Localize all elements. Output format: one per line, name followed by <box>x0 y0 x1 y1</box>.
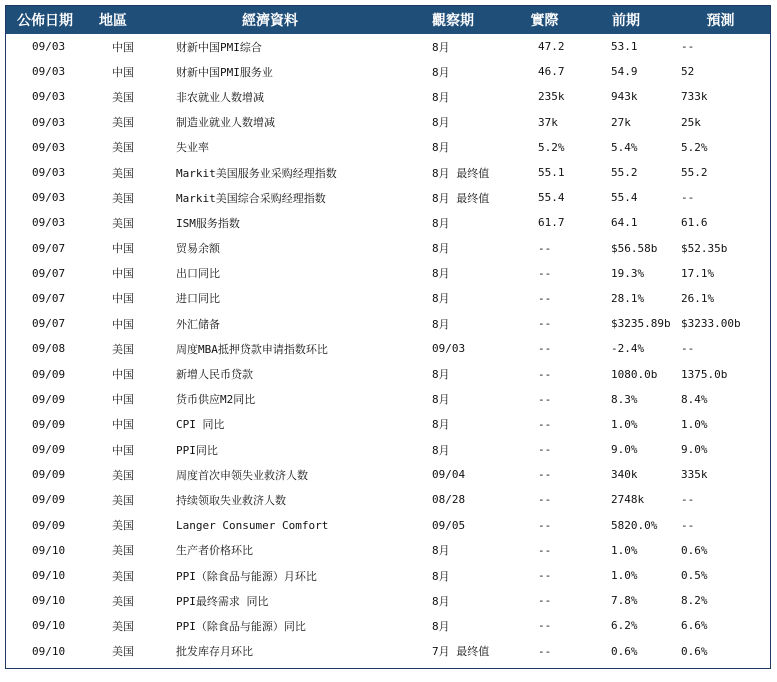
cell-forecast: 335k <box>681 468 708 482</box>
table-row <box>6 135 770 160</box>
table-row <box>6 563 770 588</box>
cell-actual: -- <box>538 619 552 633</box>
header-actual: 實際 <box>508 6 581 34</box>
cell-region: 中国 <box>112 292 134 306</box>
cell-release-date: 09/09 <box>32 493 66 507</box>
cell-forecast: 8.4% <box>681 392 708 406</box>
cell-observation-period: 8月 <box>432 569 450 583</box>
cell-actual: 55.4 <box>538 191 565 205</box>
cell-economic-data: 财新中国PMI服务业 <box>176 65 273 79</box>
table-row <box>6 639 770 664</box>
cell-previous: 7.8% <box>611 594 638 608</box>
cell-release-date: 09/09 <box>32 518 66 532</box>
cell-actual: -- <box>538 241 552 255</box>
cell-actual: -- <box>538 342 552 356</box>
cell-actual: -- <box>538 392 552 406</box>
table-row <box>6 613 770 638</box>
cell-region: 美国 <box>112 90 134 104</box>
cell-forecast: 6.6% <box>681 619 708 633</box>
cell-forecast: 8.2% <box>681 594 708 608</box>
cell-economic-data: 失业率 <box>176 141 209 155</box>
cell-release-date: 09/09 <box>32 417 66 431</box>
cell-economic-data: 外汇储备 <box>176 317 220 331</box>
table-row <box>6 437 770 462</box>
cell-economic-data: 财新中国PMI综合 <box>176 40 262 54</box>
cell-region: 中国 <box>112 317 134 331</box>
cell-actual: -- <box>538 468 552 482</box>
cell-release-date: 09/07 <box>32 241 66 255</box>
cell-observation-period: 09/04 <box>432 468 466 482</box>
table-row <box>6 462 770 487</box>
cell-region: 中国 <box>112 418 134 432</box>
cell-observation-period: 8月 <box>432 40 450 54</box>
header-forecast: 預測 <box>671 6 770 34</box>
cell-previous: $56.58b <box>611 241 658 255</box>
cell-previous: 55.2 <box>611 166 638 180</box>
cell-actual: -- <box>538 367 552 381</box>
cell-previous: 28.1% <box>611 291 645 305</box>
table-row <box>6 110 770 135</box>
cell-observation-period: 8月 <box>432 292 450 306</box>
cell-actual: -- <box>538 493 552 507</box>
header-previous: 前期 <box>581 6 671 34</box>
cell-previous: 27k <box>611 115 631 129</box>
table-header-row <box>6 6 770 34</box>
cell-forecast: 0.6% <box>681 543 708 557</box>
cell-observation-period: 8月 <box>432 368 450 382</box>
cell-observation-period: 8月 <box>432 267 450 281</box>
economic-calendar-table <box>6 6 770 664</box>
cell-region: 美国 <box>112 116 134 130</box>
cell-actual: 61.7 <box>538 216 565 230</box>
cell-previous: 0.6% <box>611 644 638 658</box>
cell-economic-data: Markit美国综合采购经理指数 <box>176 191 326 205</box>
cell-economic-data: PPI同比 <box>176 443 218 457</box>
cell-release-date: 09/03 <box>32 65 66 79</box>
cell-economic-data: 出口同比 <box>176 267 220 281</box>
cell-release-date: 09/03 <box>32 166 66 180</box>
cell-previous: 54.9 <box>611 65 638 79</box>
cell-observation-period: 08/28 <box>432 493 466 507</box>
cell-previous: 5820.0% <box>611 518 658 532</box>
cell-region: 中国 <box>112 368 134 382</box>
cell-region: 中国 <box>112 40 134 54</box>
cell-economic-data: 贸易余额 <box>176 242 220 256</box>
cell-region: 中国 <box>112 65 134 79</box>
cell-observation-period: 8月 <box>432 216 450 230</box>
cell-release-date: 09/03 <box>32 40 66 54</box>
cell-economic-data: 制造业就业人数增减 <box>176 116 275 130</box>
cell-forecast: 5.2% <box>681 140 708 154</box>
cell-observation-period: 8月 <box>432 317 450 331</box>
cell-actual: 46.7 <box>538 65 565 79</box>
economic-calendar-table-frame <box>5 5 771 669</box>
header-economic-data: 經濟資料 <box>142 6 398 34</box>
cell-observation-period: 09/03 <box>432 342 466 356</box>
cell-economic-data: PPI（除食品与能源）月环比 <box>176 569 317 583</box>
cell-observation-period: 8月 <box>432 393 450 407</box>
cell-actual: -- <box>538 417 552 431</box>
cell-previous: 64.1 <box>611 216 638 230</box>
cell-release-date: 09/07 <box>32 291 66 305</box>
cell-observation-period: 8月 <box>432 619 450 633</box>
cell-actual: -- <box>538 569 552 583</box>
cell-previous: 5.4% <box>611 140 638 154</box>
cell-observation-period: 8月 <box>432 443 450 457</box>
cell-observation-period: 8月 最终值 <box>432 191 490 205</box>
table-row <box>6 387 770 412</box>
table-row <box>6 210 770 235</box>
cell-release-date: 09/03 <box>32 140 66 154</box>
cell-previous: 943k <box>611 90 638 104</box>
cell-previous: 19.3% <box>611 266 645 280</box>
cell-release-date: 09/09 <box>32 392 66 406</box>
cell-actual: -- <box>538 644 552 658</box>
cell-forecast: 26.1% <box>681 291 715 305</box>
cell-release-date: 09/10 <box>32 543 66 557</box>
cell-region: 美国 <box>112 544 134 558</box>
cell-release-date: 09/07 <box>32 317 66 331</box>
cell-economic-data: 批发库存月环比 <box>176 645 253 659</box>
cell-previous: 2748k <box>611 493 645 507</box>
cell-region: 美国 <box>112 468 134 482</box>
cell-previous: 1.0% <box>611 569 638 583</box>
table-row <box>6 84 770 109</box>
cell-release-date: 09/10 <box>32 569 66 583</box>
cell-region: 美国 <box>112 645 134 659</box>
cell-forecast: 61.6 <box>681 216 708 230</box>
cell-release-date: 09/03 <box>32 90 66 104</box>
cell-observation-period: 09/05 <box>432 518 466 532</box>
cell-forecast: -- <box>681 342 695 356</box>
cell-observation-period: 8月 <box>432 594 450 608</box>
cell-release-date: 09/10 <box>32 619 66 633</box>
cell-forecast: -- <box>681 40 695 54</box>
cell-observation-period: 8月 <box>432 65 450 79</box>
cell-region: 美国 <box>112 594 134 608</box>
cell-region: 美国 <box>112 619 134 633</box>
table-row <box>6 588 770 613</box>
cell-economic-data: 生产者价格环比 <box>176 544 253 558</box>
cell-region: 美国 <box>112 493 134 507</box>
cell-previous: 55.4 <box>611 191 638 205</box>
cell-region: 美国 <box>112 166 134 180</box>
cell-release-date: 09/10 <box>32 644 66 658</box>
cell-forecast: 0.5% <box>681 569 708 583</box>
cell-region: 美国 <box>112 216 134 230</box>
cell-region: 美国 <box>112 519 134 533</box>
cell-forecast: 733k <box>681 90 708 104</box>
table-row <box>6 513 770 538</box>
cell-economic-data: Langer Consumer Comfort <box>176 518 329 532</box>
cell-actual: -- <box>538 291 552 305</box>
header-observation-period: 觀察期 <box>398 6 508 34</box>
cell-economic-data: 非农就业人数增减 <box>176 90 264 104</box>
cell-economic-data: 新增人民币贷款 <box>176 368 253 382</box>
cell-previous: 340k <box>611 468 638 482</box>
table-row <box>6 160 770 185</box>
table-row <box>6 361 770 386</box>
cell-actual: 47.2 <box>538 40 565 54</box>
table-body <box>6 34 770 664</box>
cell-forecast: -- <box>681 518 695 532</box>
cell-forecast: 25k <box>681 115 701 129</box>
table-row <box>6 487 770 512</box>
cell-release-date: 09/03 <box>32 191 66 205</box>
cell-economic-data: 货币供应M2同比 <box>176 393 256 407</box>
table-row <box>6 59 770 84</box>
cell-economic-data: Markit美国服务业采购经理指数 <box>176 166 337 180</box>
cell-previous: 53.1 <box>611 40 638 54</box>
cell-actual: 5.2% <box>538 140 565 154</box>
cell-release-date: 09/09 <box>32 367 66 381</box>
cell-release-date: 09/03 <box>32 115 66 129</box>
cell-forecast: 1.0% <box>681 417 708 431</box>
cell-release-date: 09/09 <box>32 468 66 482</box>
cell-forecast: $52.35b <box>681 241 728 255</box>
cell-previous: 1080.0b <box>611 367 658 381</box>
cell-economic-data: CPI 同比 <box>176 418 225 432</box>
cell-previous: 8.3% <box>611 392 638 406</box>
cell-region: 中国 <box>112 267 134 281</box>
cell-forecast: -- <box>681 493 695 507</box>
cell-observation-period: 8月 <box>432 544 450 558</box>
cell-actual: -- <box>538 594 552 608</box>
table-row <box>6 236 770 261</box>
cell-region: 中国 <box>112 393 134 407</box>
cell-forecast: $3233.00b <box>681 317 741 331</box>
cell-observation-period: 8月 <box>432 242 450 256</box>
cell-economic-data: 持续领取失业救济人数 <box>176 493 286 507</box>
table-row <box>6 412 770 437</box>
cell-observation-period: 7月 最终值 <box>432 645 490 659</box>
cell-actual: -- <box>538 266 552 280</box>
cell-economic-data: 周度MBA抵押贷款申请指数环比 <box>176 342 328 356</box>
cell-forecast: 9.0% <box>681 443 708 457</box>
cell-release-date: 09/08 <box>32 342 66 356</box>
cell-actual: 55.1 <box>538 166 565 180</box>
cell-forecast: -- <box>681 191 695 205</box>
cell-forecast: 17.1% <box>681 266 715 280</box>
cell-region: 美国 <box>112 191 134 205</box>
cell-release-date: 09/07 <box>32 266 66 280</box>
cell-forecast: 52 <box>681 65 695 79</box>
cell-region: 中国 <box>112 443 134 457</box>
cell-release-date: 09/09 <box>32 443 66 457</box>
cell-actual: -- <box>538 543 552 557</box>
table-row <box>6 185 770 210</box>
cell-previous: 1.0% <box>611 543 638 557</box>
cell-observation-period: 8月 <box>432 418 450 432</box>
cell-economic-data: 周度首次申领失业救济人数 <box>176 468 308 482</box>
table-row <box>6 286 770 311</box>
cell-region: 美国 <box>112 342 134 356</box>
cell-region: 美国 <box>112 569 134 583</box>
cell-actual: 37k <box>538 115 558 129</box>
table-row <box>6 336 770 361</box>
cell-release-date: 09/03 <box>32 216 66 230</box>
cell-economic-data: PPI（除食品与能源）同比 <box>176 619 306 633</box>
cell-observation-period: 8月 <box>432 90 450 104</box>
cell-previous: 6.2% <box>611 619 638 633</box>
header-region: 地區 <box>84 6 142 34</box>
cell-observation-period: 8月 最终值 <box>432 166 490 180</box>
cell-observation-period: 8月 <box>432 141 450 155</box>
cell-previous: 9.0% <box>611 443 638 457</box>
cell-actual: 235k <box>538 90 565 104</box>
table-row <box>6 311 770 336</box>
cell-forecast: 0.6% <box>681 644 708 658</box>
cell-forecast: 55.2 <box>681 166 708 180</box>
cell-release-date: 09/10 <box>32 594 66 608</box>
cell-region: 中国 <box>112 242 134 256</box>
table-row <box>6 261 770 286</box>
cell-economic-data: ISM服务指数 <box>176 216 240 230</box>
cell-previous: 1.0% <box>611 417 638 431</box>
cell-observation-period: 8月 <box>432 116 450 130</box>
cell-actual: -- <box>538 443 552 457</box>
cell-forecast: 1375.0b <box>681 367 728 381</box>
cell-economic-data: 进口同比 <box>176 292 220 306</box>
header-release-date: 公佈日期 <box>6 6 84 34</box>
cell-actual: -- <box>538 317 552 331</box>
cell-region: 美国 <box>112 141 134 155</box>
cell-previous: $3235.89b <box>611 317 671 331</box>
table-row <box>6 538 770 563</box>
cell-previous: -2.4% <box>611 342 645 356</box>
table-row <box>6 34 770 59</box>
cell-actual: -- <box>538 518 552 532</box>
cell-economic-data: PPI最终需求 同比 <box>176 594 269 608</box>
